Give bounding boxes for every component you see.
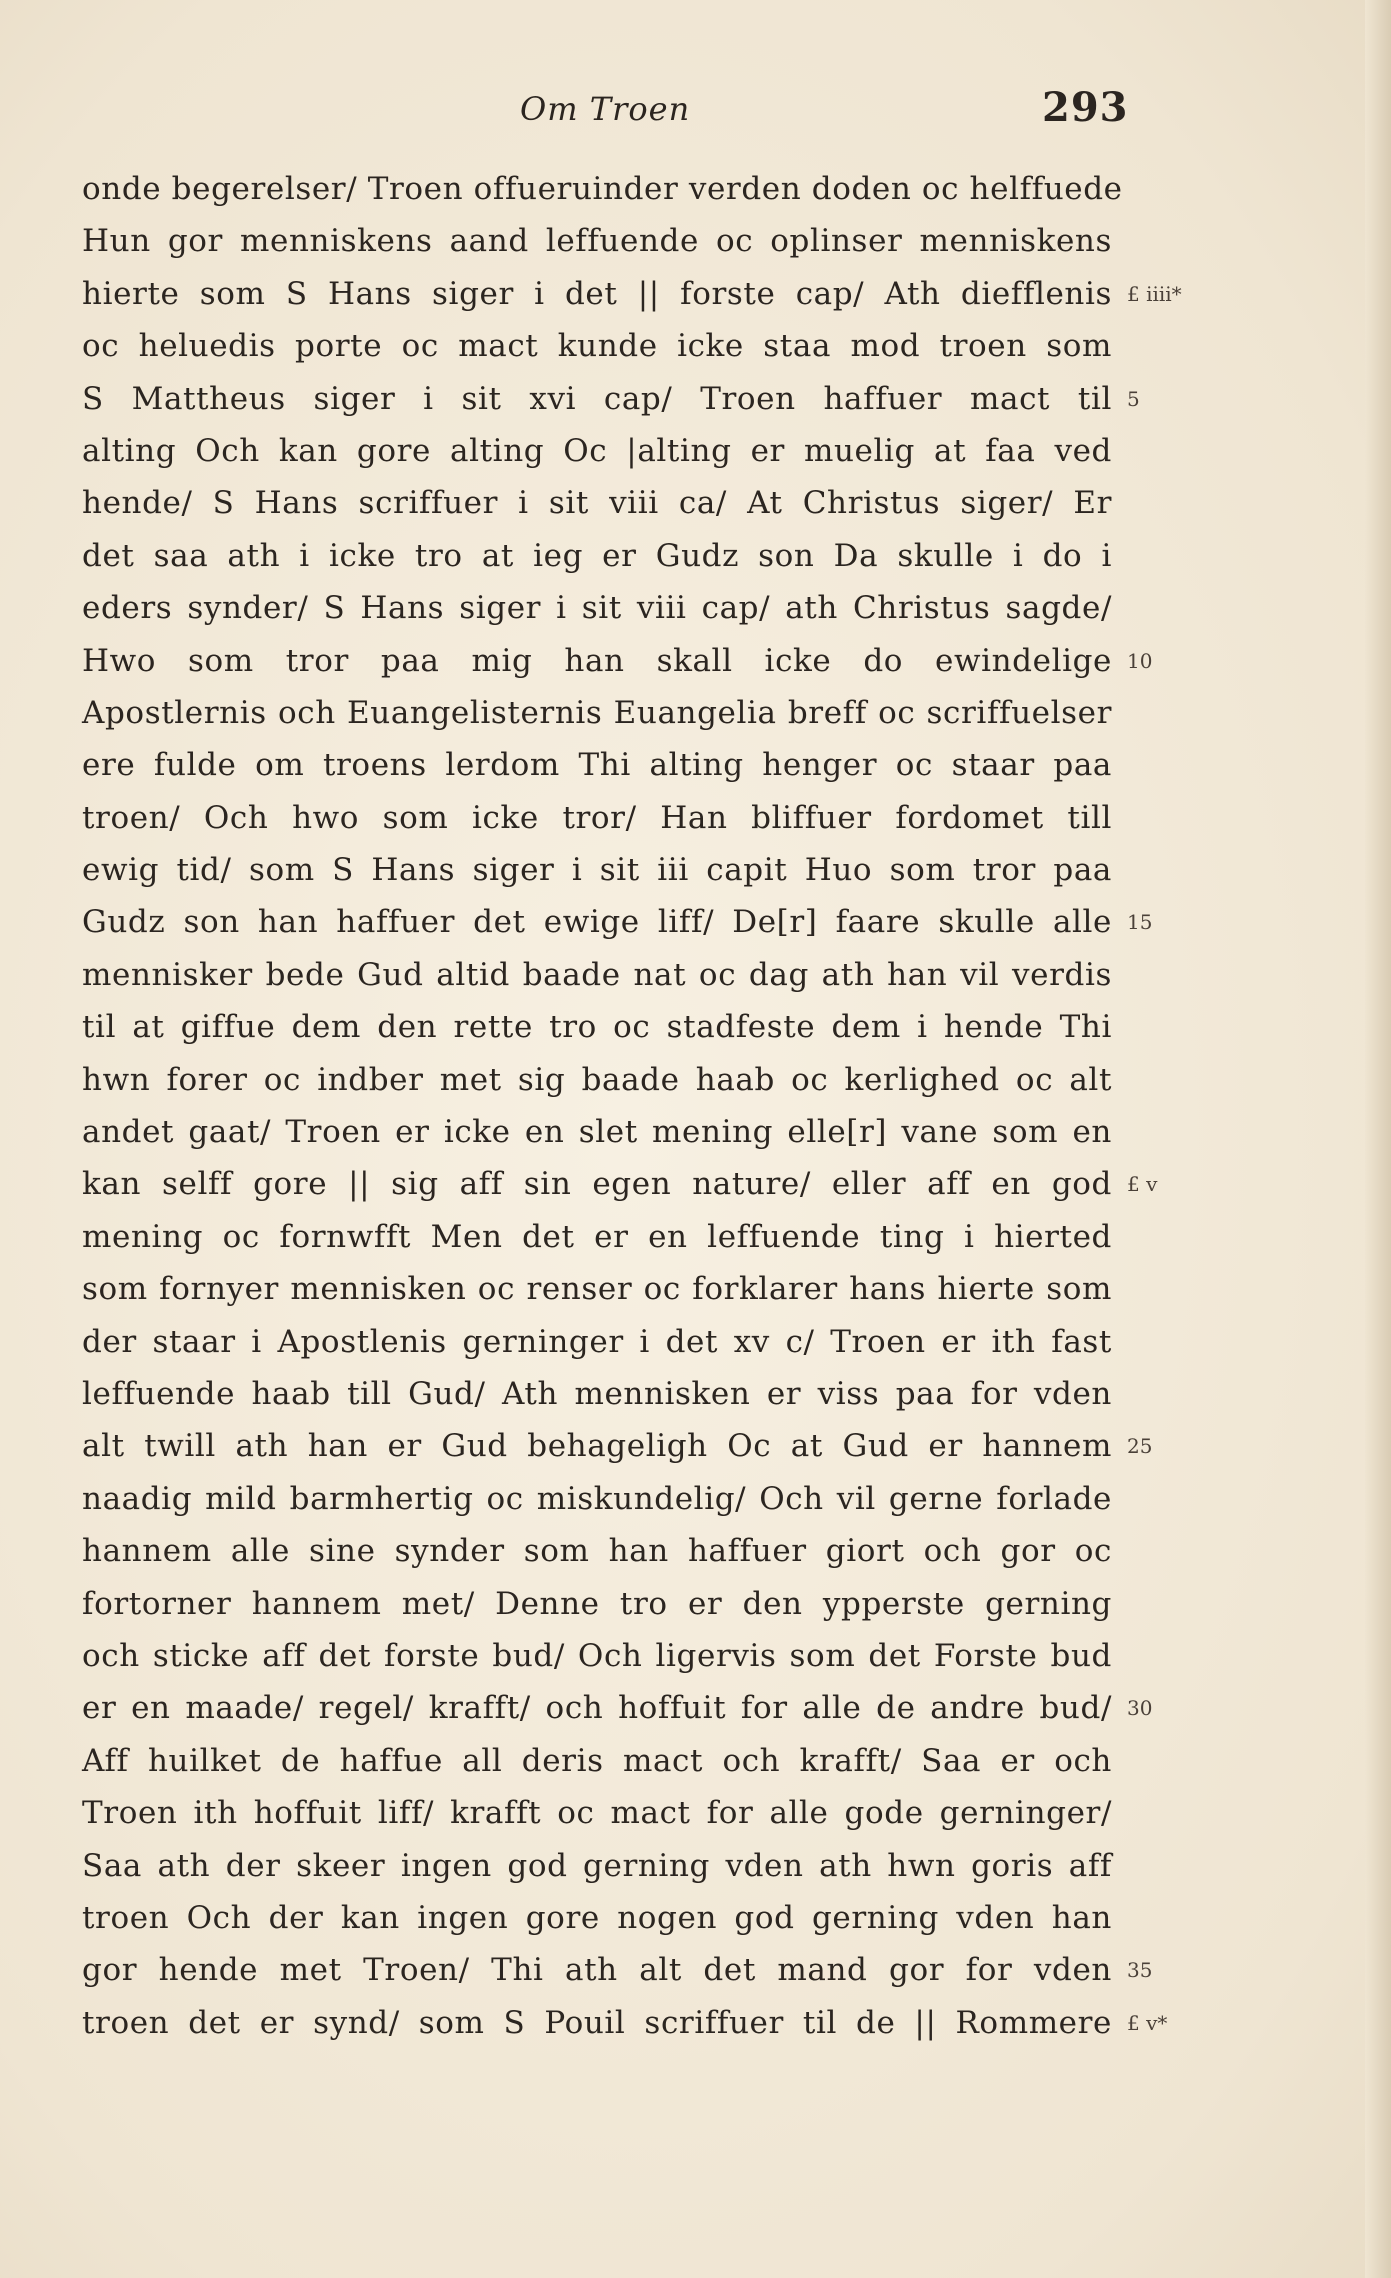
line-text: er en maade/ regel/ krafft/ och hoffuit for alle de andre bud/	[82, 1690, 1112, 1727]
text-line	[82, 1001, 1112, 1053]
text-line	[82, 739, 1112, 791]
line-text: eders synder/ S Hans siger i sit viii cap/ ath Christus sagde/	[82, 590, 1112, 627]
line-text: gor hende met Troen/ Thi ath alt det mand gor for vden	[82, 1952, 1112, 1989]
running-title: Om Troen	[520, 90, 691, 128]
line-text: hannem alle sine synder som han haffuer giort och gor oc	[82, 1533, 1112, 1570]
line-text: troen/ Och hwo som icke tror/ Han bliffuer fordomet till	[82, 799, 1112, 836]
line-text: ere fulde om troens lerdom Thi alting henger oc staar paa	[82, 747, 1112, 784]
margin-note: 5	[1127, 386, 1140, 411]
text-line	[82, 687, 1112, 739]
line-text: hwn forer oc indber met sig baade haab oc kerlighed oc alt	[82, 1061, 1112, 1098]
line-text: som fornyer mennisken oc renser oc forklarer hans hierte som	[82, 1271, 1112, 1308]
line-text: och sticke aff det forste bud/ Och ligervis som det Forste bud	[82, 1637, 1112, 1674]
line-text: alting Och kan gore alting Oc |alting er muelig at faa ved	[82, 432, 1112, 469]
line-text: til at giffue dem den rette tro oc stadfeste dem i hende Thi	[82, 1009, 1112, 1046]
text-line	[82, 1892, 1112, 1944]
line-text: Hun gor menniskens aand leffuende oc oplinser menniskens	[82, 223, 1112, 260]
running-header	[0, 82, 1391, 142]
line-text: oc heluedis porte oc mact kunde icke staa mod troen som	[82, 328, 1112, 365]
text-line	[82, 792, 1112, 844]
text-line	[82, 1054, 1112, 1106]
line-text: onde begerelser/ Troen offueruinder verden doden oc helffuede	[82, 171, 1123, 207]
page-number: 293	[1042, 84, 1129, 131]
line-text: naadig mild barmhertig oc miskundelig/ Och vil gerne forlade	[82, 1480, 1112, 1517]
line-text: Apostlernis och Euangelisternis Euangelia breff oc scriffuelser	[82, 694, 1112, 731]
line-text: andet gaat/ Troen er icke en slet mening elle[r] vane som en	[82, 1114, 1112, 1151]
text-line	[82, 1211, 1112, 1263]
text-line	[82, 163, 1123, 215]
text-line	[82, 949, 1112, 1001]
line-text: Hwo som tror paa mig han skall icke do ewindelige	[82, 642, 1112, 679]
line-text: leffuende haab till Gud/ Ath mennisken er viss paa for vden	[82, 1375, 1112, 1412]
text-line	[82, 582, 1112, 634]
margin-note: 35	[1127, 1958, 1153, 1983]
text-line	[82, 1263, 1112, 1315]
line-text: det saa ath i icke tro at ieg er Gudz son Da skulle i do i	[82, 537, 1112, 574]
text-line	[82, 1682, 1153, 1734]
line-text: Saa ath der skeer ingen god gerning vden ath hwn goris aff	[82, 1847, 1112, 1884]
margin-note: 10	[1127, 648, 1153, 673]
text-line	[82, 1473, 1112, 1525]
line-text: S Mattheus siger i sit xvi cap/ Troen haffuer mact til	[82, 380, 1112, 417]
text-line	[82, 530, 1112, 582]
text-line	[82, 1420, 1153, 1472]
line-text: troen det er synd/ som S Pouil scriffuer til de || Rommere	[82, 2004, 1112, 2041]
text-line	[82, 320, 1112, 372]
text-line	[82, 896, 1153, 948]
line-text: Troen ith hoffuit liff/ krafft oc mact for alle gode gerninger/	[82, 1795, 1112, 1832]
margin-note: £ iiii*	[1127, 281, 1182, 306]
text-line	[82, 268, 1182, 320]
line-text: mening oc fornwfft Men det er en leffuende ting i hierted	[82, 1218, 1112, 1255]
text-line	[82, 1787, 1112, 1839]
text-line	[82, 1158, 1158, 1210]
text-line	[82, 1630, 1112, 1682]
text-line	[82, 373, 1140, 425]
line-text: der staar i Apostlenis gerninger i det xv c/ Troen er ith fast	[82, 1323, 1112, 1360]
text-line	[82, 1525, 1112, 1577]
text-line	[82, 635, 1153, 687]
text-line	[82, 1106, 1112, 1158]
line-text: kan selff gore || sig aff sin egen nature/ eller aff en god	[82, 1166, 1112, 1203]
text-line	[82, 844, 1112, 896]
page-gutter	[1365, 0, 1391, 2278]
line-text: fortorner hannem met/ Denne tro er den ypperste gerning	[82, 1585, 1112, 1622]
text-line	[82, 1316, 1112, 1368]
text-line	[82, 1997, 1168, 2049]
line-text: alt twill ath han er Gud behageligh Oc at Gud er hannem	[82, 1428, 1112, 1465]
text-line	[82, 477, 1112, 529]
margin-note: £ v*	[1127, 2010, 1168, 2035]
text-body	[82, 163, 1182, 2049]
line-text: hende/ S Hans scriffuer i sit viii ca/ At Christus siger/ Er	[82, 485, 1112, 522]
line-text: mennisker bede Gud altid baade nat oc dag ath han vil verdis	[82, 956, 1112, 993]
line-text: ewig tid/ som S Hans siger i sit iii capit Huo som tror paa	[82, 852, 1112, 889]
text-line	[82, 1735, 1112, 1787]
margin-note: 30	[1127, 1696, 1153, 1721]
line-text: troen Och der kan ingen gore nogen god gerning vden han	[82, 1899, 1112, 1936]
margin-note: 25	[1127, 1434, 1153, 1459]
text-line	[82, 1944, 1153, 1996]
line-text: Gudz son han haffuer det ewige liff/ De[r] faare skulle alle	[82, 904, 1112, 941]
text-line	[82, 1368, 1112, 1420]
margin-note: £ v	[1127, 1172, 1158, 1197]
margin-note: 15	[1127, 910, 1153, 935]
text-line	[82, 215, 1112, 267]
line-text: Aff huilket de haffue all deris mact och krafft/ Saa er och	[82, 1742, 1112, 1779]
text-line	[82, 1840, 1112, 1892]
text-line	[82, 1578, 1112, 1630]
line-text: hierte som S Hans siger i det || forste cap/ Ath diefflenis	[82, 275, 1112, 312]
text-line	[82, 425, 1112, 477]
